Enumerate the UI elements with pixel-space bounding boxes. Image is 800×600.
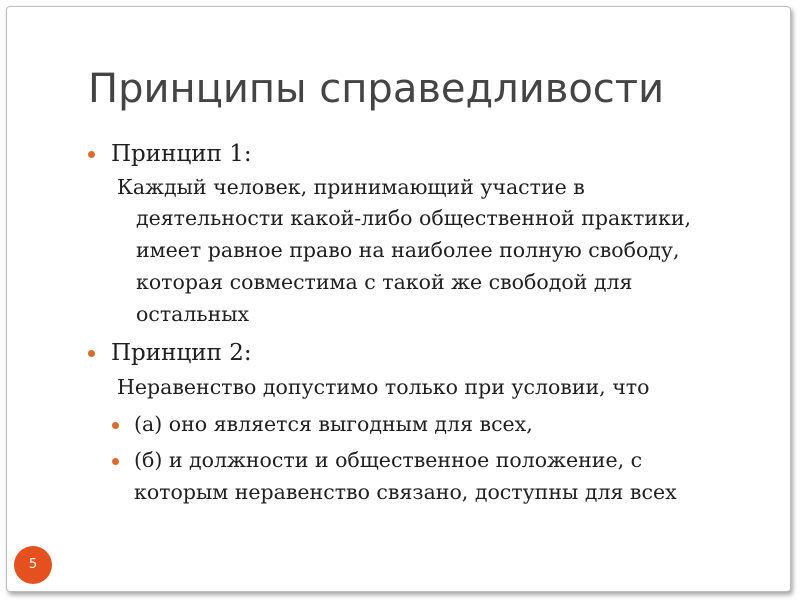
principle-2-heading: Принцип 2: xyxy=(111,340,252,366)
principle-2-item-b-line: (б) и должности и общественное положение, с xyxy=(134,448,643,472)
bullet-item-b xyxy=(112,458,119,465)
principle-2-item-a: (а) оно является выгодным для всех, xyxy=(134,412,533,436)
principle-1-heading: Принцип 1: xyxy=(111,141,252,167)
slide-title: Принципы справедливости xyxy=(88,66,665,112)
bullet-principle-1 xyxy=(88,151,95,158)
bullet-item-a xyxy=(112,422,119,429)
bullet-principle-2 xyxy=(88,350,95,357)
page-number-badge: 5 xyxy=(14,546,52,584)
principle-1-text-line: деятельности какой-либо общественной практики, xyxy=(136,206,692,230)
principle-1-text-line: остальных xyxy=(136,302,250,326)
principle-2-intro: Неравенство допустимо только при условии, что xyxy=(117,375,650,399)
principle-1-text-line: Каждый человек, принимающий участие в xyxy=(117,175,585,199)
principle-2-item-b-line: которым неравенство связано, доступны для всех xyxy=(134,480,677,504)
principle-1-text-line: имеет равное право на наиболее полную свободу, xyxy=(136,238,680,262)
principle-1-text-line: которая совместима с такой же свободой для xyxy=(136,270,633,294)
